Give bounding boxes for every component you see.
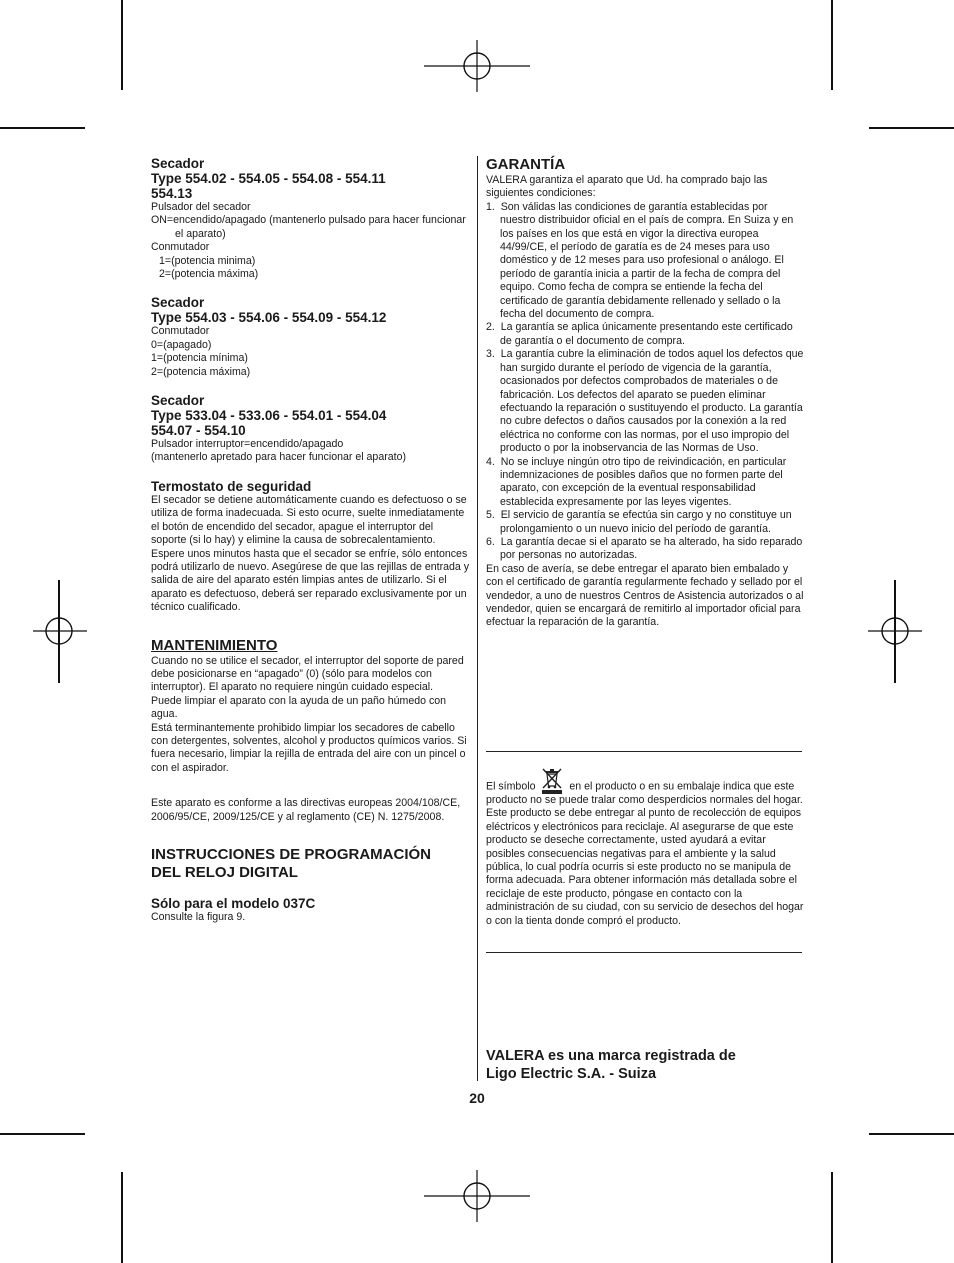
type-line: Type 554.02 - 554.05 - 554.08 - 554.11 — [151, 171, 386, 186]
page-number: 20 — [469, 1090, 485, 1106]
text-line: 2=(potencia máxima) — [151, 365, 251, 378]
weee-text: en el producto o en su embalaje indica que este producto no se puede tralar como desperdicios normales del hogar. Este producto se debe entregar al punto de recolección de equipos eléctricos y electrónicos para reciclaje. Al asegurarse de que este producto se deseche correctamente, usted ayudará a evitar posibles consecuencias negativas para el ambiente y la salud pública, lo cual podría ocurris si este producto no se manipula de forma adecuada. Para obtener información más detallada sobre el reciclaje de este producto, póngase en contacto con la administración de su ciudad, con su servicio de desechos del hogar o con la tienta donde compró el producto. — [486, 780, 804, 927]
mantenimiento-text: Cuando no se utilice el secador, el interruptor del soporte de pared debe posicionarse en “apagado” (0) (sólo para modelos con interruptor). El aparato no requiere ningún cuidado especial. — [151, 654, 464, 694]
figure-reference: Consulte la figura 9. — [151, 911, 246, 923]
registration-mark-top — [424, 40, 530, 92]
section-divider — [486, 952, 802, 953]
crop-mark — [869, 1133, 954, 1135]
crop-mark — [0, 1133, 85, 1135]
registration-mark-bottom — [424, 1170, 530, 1222]
crop-mark — [831, 1172, 833, 1263]
list-item: 6. La garantía decae si el aparato se ha alterado, ha sido reparado por personas no autorizadas. — [486, 535, 803, 562]
secador-heading: Secador — [151, 156, 205, 171]
type-line: 554.13 — [151, 186, 193, 201]
text-line: Conmutador — [151, 325, 210, 338]
crop-mark — [121, 1172, 123, 1263]
weee-text-start: El símbolo — [486, 780, 539, 793]
garantia-outro: En caso de avería, se debe entregar el aparato bien embalado y con el certificado de garantía regularmente fechado y sellado por el vendedor, a uno de nuestros Centros de Asistencia autorizados o al vendedor, quien se encargará de remitirlo al importador oficial para efectuar la reparación de la garantía. — [486, 562, 804, 629]
text-line: 1=(potencia minima) — [159, 254, 256, 267]
mantenimiento-text: Puede limpiar el aparato con la ayuda de un paño húmedo con agua. — [151, 694, 447, 721]
text-line: 0=(apagado) — [151, 338, 212, 351]
instrucciones-heading: DEL RELOJ DIGITAL — [151, 864, 298, 881]
text-line: el aparato) — [175, 227, 226, 240]
crop-mark — [121, 0, 123, 90]
crop-mark — [0, 127, 85, 129]
instrucciones-heading: INSTRUCCIONES DE PROGRAMACIÓN — [151, 846, 432, 863]
garantia-heading: GARANTÍA — [486, 156, 566, 173]
list-item: 4. No se incluye ningún otro tipo de reivindicación, en particular indemnizaciones de posibles daños que no formen parte del aparato, con excepción de la eventual responsabilidad establecida expresamente por las leyes vigentes. — [486, 455, 787, 508]
brand-statement — [486, 1047, 804, 1083]
text-line: Pulsador del secador — [151, 201, 251, 213]
brand-line: Ligo Electric S.A. - Suiza — [486, 1066, 657, 1082]
list-item: 3. La garantía cubre la eliminación de todos aquel los defectos que han surgido durante el período de vigencia de la garantía, ocasionados por defectos comprobados de materiales o de fabricación. Los defectos del aparato se pueden eliminar efectuando la reparación o sustituyendo el producto. La garantía no cubre defectos o daños causados por la conexión a la red eléctrica no conforme con las normas, por el uso impropio del producto o por la inobservancia de las Normas de Uso. — [486, 348, 804, 455]
text-line: ON=encendido/apagado (mantenerlo pulsado para hacer funcionar — [151, 214, 466, 227]
garantia-list — [486, 201, 804, 563]
secador-heading: Secador — [151, 295, 205, 311]
model-subtitle: Sólo para el modelo 037C — [151, 896, 316, 911]
weee-section — [486, 766, 804, 928]
text-line: 2=(potencia máxima) — [159, 268, 259, 281]
right-column — [486, 156, 804, 630]
secador-heading: Secador — [151, 393, 205, 409]
brand-line: VALERA es una marca registrada de — [486, 1048, 736, 1064]
mantenimiento-text: Está terminantemente prohibido limpiar los secadores de cabello con detergentes, solventes, alcohol y productos químicos varios. Si fuera necesario, limpiar la rejilla de entrada del aire con un pincel o con el aspirador. — [151, 721, 467, 774]
garantia-intro: VALERA garantiza el aparato que Ud. ha comprado bajo las siguientes condiciones: — [486, 174, 768, 200]
crop-mark — [869, 127, 954, 129]
text-line: Pulsador interruptor=encendido/apagado — [151, 438, 344, 451]
termostato-text: El secador se detiene automáticamente cuando es defectuoso o se utiliza de forma inadecuada. Si esto ocurre, suelte inmediatamente el botón de encendido del secador, apague el interruptor del soporte (si lo hay) y elimine la causa de sobrecalentamiento. Espere unos minutos hasta que el secador se enfríe, sólo entonces podrá utilizarlo de nuevo. Asegúrese de que las rejillas de entrada y salida de aire del aparato estén limpias antes de utilizarlo. Si el aparato es defectuoso, deberá ser reparado exclusivamente por un técnico cualificado. — [151, 493, 470, 614]
list-item: 5. El servicio de garantía se efectúa sin cargo y no constituye un prolongamiento o un nuevo inicio del período de garantía. — [486, 509, 792, 535]
termostato-heading: Termostato de seguridad — [151, 478, 312, 494]
crossed-bin-icon — [540, 766, 564, 794]
list-item: 2. La garantía se aplica únicamente presentando este certificado de garantía o el documento de compra. — [486, 321, 793, 347]
crop-mark — [831, 0, 833, 90]
registration-mark-left — [33, 615, 87, 647]
list-item: 1. Son válidas las condiciones de garantía establecidas por nuestro distribuidor oficial en el país de compra. En Suiza y en los países en los que está en vigor la directiva europea 44/99/CE, el período de garatía es de 24 meses para uso doméstico y de 12 meses para uso profesional o análogo. El período de garantía inicia a partir de la fecha de compra del equipo. Como fecha de compra se entiende la fecha del certificado de garantía debidamente rellenado y sellado o la fecha del documento de compra. — [486, 200, 794, 321]
type-line: 554.07 - 554.10 — [151, 423, 246, 439]
section-divider — [486, 751, 802, 752]
conformity-text: Este aparato es conforme a las directivas europeas 2004/108/CE, 2006/95/CE, 2009/125/CE y al reglamento (CE) N. 1275/2008. — [151, 797, 461, 823]
left-column — [151, 156, 469, 924]
column-divider — [477, 156, 478, 1081]
type-line: Type 533.04 - 533.06 - 554.01 - 554.04 — [151, 408, 387, 424]
mantenimiento-heading: MANTENIMIENTO — [151, 636, 278, 654]
text-line: 1=(potencia mínima) — [151, 352, 248, 365]
type-line: Type 554.03 - 554.06 - 554.09 - 554.12 — [151, 310, 387, 326]
registration-mark-right — [868, 615, 922, 647]
text-line: Conmutador — [151, 241, 210, 254]
text-line: (mantenerlo apretado para hacer funcionar el aparato) — [151, 451, 406, 464]
